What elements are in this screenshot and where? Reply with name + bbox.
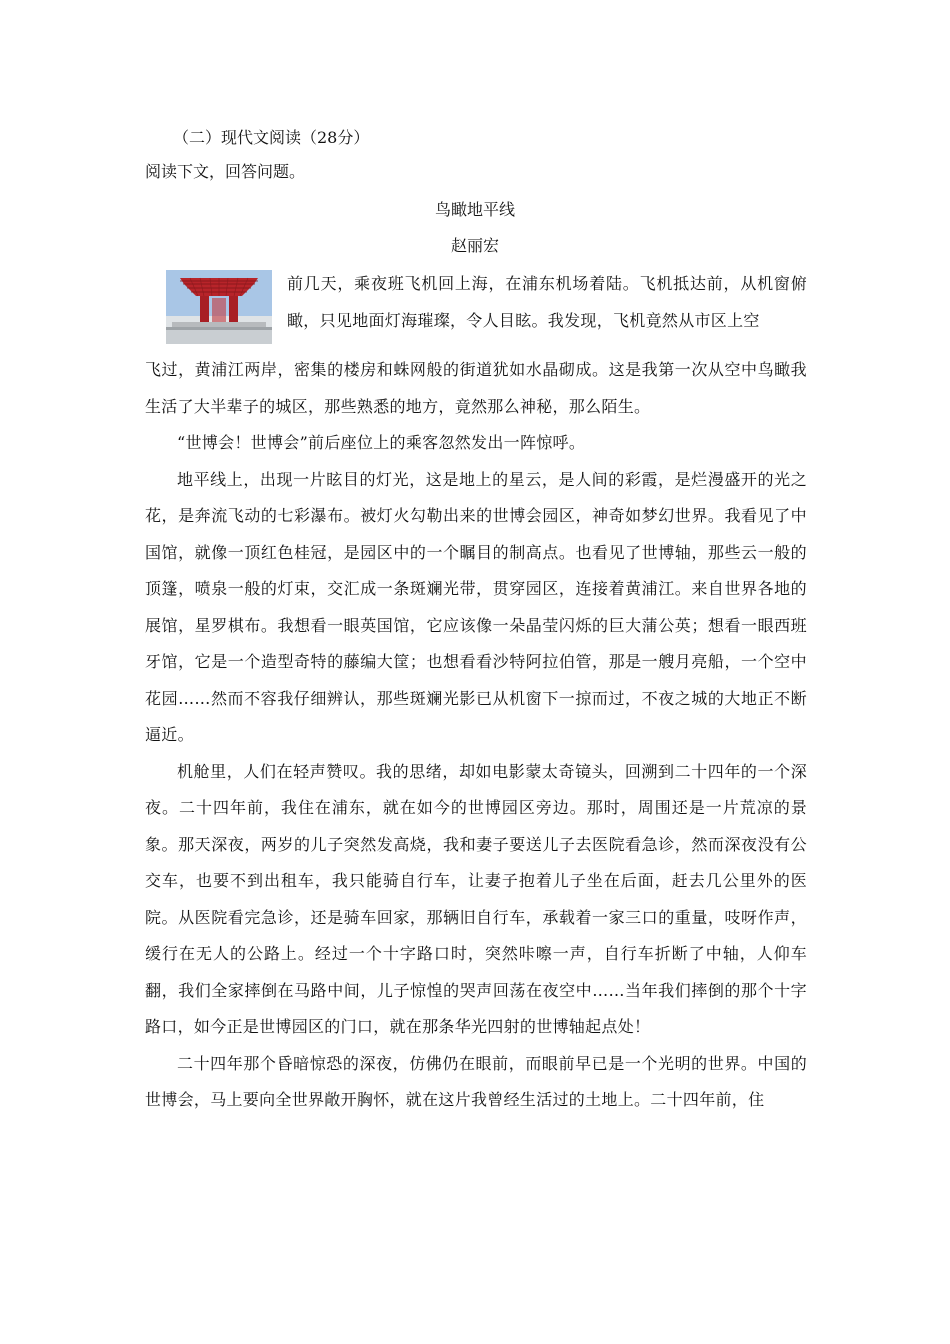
section-heading: （二）现代文阅读（28分） <box>173 128 370 147</box>
article-body <box>145 352 807 1119</box>
paragraph-1-part-b: 飞过，黄浦江两岸，密集的楼房和蛛网般的街道犹如水晶砌成。这是我第一次从空中鸟瞰我生活了大半辈子的城区，那些熟悉的地方，竟然那么神秘，那么陌生。 <box>145 360 807 416</box>
paragraph-4: 机舱里，人们在轻声赞叹。我的思绪，却如电影蒙太奇镜头，回溯到二十四年的一个深夜。二十四年前，我住在浦东，就在如今的世博园区旁边。那时，周围还是一片荒凉的景象。那天深夜，两岁的儿子突然发高烧，我和妻子要送儿子去医院看急诊，然而深夜没有公交车，也要不到出租车，我只能骑自行车，让妻子抱着儿子坐在后面，赶去几公里外的医院。从医院看完急诊，还是骑车回家，那辆旧自行车，承载着一家三口的重量，吱呀作声，缓行在无人的公路上。经过一个十字路口时，突然咔嚓一声，自行车折断了中轴，人仰车翻，我们全家摔倒在马路中间，儿子惊惶的哭声回荡在夜空中……当年我们摔倒的那个十字路口，如今正是世博园区的门口，就在那条华光四射的世博轴起点处！ <box>145 761 807 1036</box>
article-title: 鸟瞰地平线 <box>434 200 515 219</box>
china-pavilion-photo <box>166 270 272 344</box>
china-pavilion-illustration <box>166 270 272 344</box>
paragraph-2: “世博会！世博会”前后座位上的乘客忽然发出一阵惊呼。 <box>177 433 586 452</box>
intro-text-block <box>287 266 807 339</box>
paragraph-3: 地平线上，出现一片眩目的灯光，这是地上的星云，是人间的彩霞，是烂漫盛开的光之花，是奔流飞动的七彩瀑布。被灯火勾勒出来的世博会园区，神奇如梦幻世界。我看见了中国馆，就像一顶红色桂冠，是园区中的一个瞩目的制高点。也看见了世博轴，那些云一般的顶篷，喷泉一般的灯束，交汇成一条斑斓光带，贯穿园区，连接着黄浦江。来自世界各地的展馆，星罗棋布。我想看一眼英国馆，它应该像一朵晶莹闪烁的巨大蒲公英；想看一眼西班牙馆，它是一个造型奇特的藤编大筐；也想看看沙特阿拉伯管，那是一艘月亮船，一个空中花园……然而不容我仔细辨认，那些斑斓光影已从机窗下一掠而过，不夜之城的大地正不断逼近。 <box>145 469 807 744</box>
paragraph-5: 二十四年那个昏暗惊恐的深夜，仿佛仍在眼前，而眼前早已是一个光明的世界。中国的世博会，马上要向全世界敞开胸怀，就在这片我曾经生活过的土地上。二十四年前，住 <box>145 1053 807 1109</box>
article-author: 赵丽宏 <box>450 236 499 255</box>
paragraph-1-part-a: 前几天，乘夜班飞机回上海，在浦东机场着陆。飞机抵达前，从机窗俯瞰，只见地面灯海璀璨，令人目眩。我发现，飞机竟然从市区上空 <box>287 274 807 330</box>
reading-instruction: 阅读下文，回答问题。 <box>145 162 306 181</box>
